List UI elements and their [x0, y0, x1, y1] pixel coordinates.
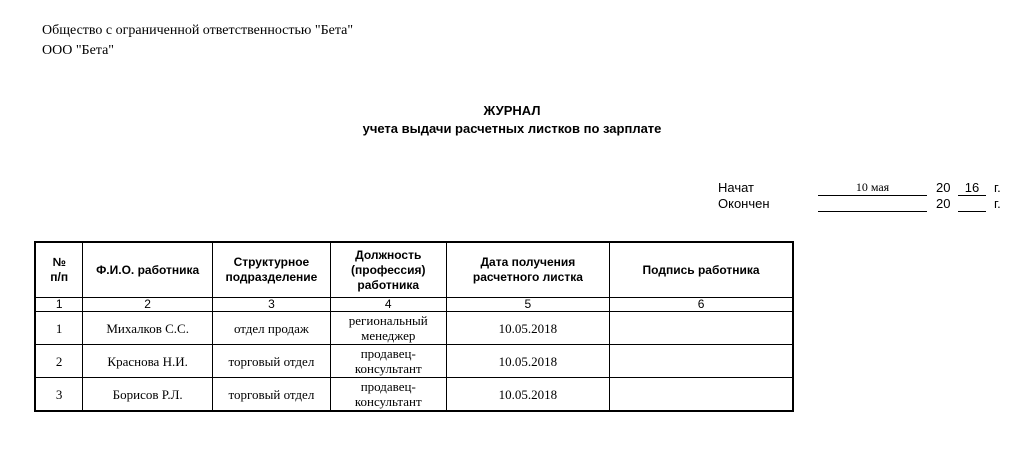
document-subtitle: учета выдачи расчетных листков по зарплате [362, 121, 662, 136]
ended-date-row [718, 196, 1018, 212]
position-line: консультант [354, 361, 422, 376]
column-number-row [35, 298, 793, 312]
header-line: Ф.И.О. работника [96, 262, 200, 277]
column-number: 4 [330, 298, 446, 312]
position-line: консультант [354, 394, 422, 409]
organization-full-name: Общество с ограниченной ответственностью "Бета" [42, 23, 354, 38]
header-line: Структурное [233, 255, 310, 269]
position [330, 345, 446, 378]
column-number: 1 [35, 298, 83, 312]
column-number: 6 [610, 298, 793, 312]
row-number: 2 [35, 345, 83, 378]
header-line: расчетного листка [472, 270, 583, 284]
header-number [35, 242, 83, 298]
receipt-date: 10.05.2018 [446, 345, 609, 378]
header-line: п/п [50, 270, 69, 284]
signature-cell [610, 345, 793, 378]
department: торговый отдел [212, 345, 330, 378]
document-title: ЖУРНАЛ [483, 103, 541, 118]
position-line: продавец- [360, 346, 416, 361]
header-line: Должность [355, 247, 422, 262]
receipt-date: 10.05.2018 [446, 378, 609, 412]
header-line: № [52, 255, 66, 269]
header-signature [610, 242, 793, 298]
row-number: 3 [35, 378, 83, 412]
table-header-row [35, 242, 793, 298]
ended-day-field [818, 196, 927, 212]
started-day-field: 10 мая [818, 180, 927, 196]
ended-year-suffix: г. [994, 196, 1001, 211]
header-line: (профессия) [351, 262, 426, 277]
header-position [330, 242, 446, 298]
signature-cell [610, 312, 793, 345]
started-year-field: 16 [958, 180, 986, 196]
position [330, 312, 446, 345]
column-number: 5 [446, 298, 609, 312]
row-number: 1 [35, 312, 83, 345]
employee-name: Борисов Р.Л. [83, 378, 213, 412]
header-line: работника [357, 277, 420, 292]
position-line: менеджер [361, 328, 416, 343]
header-employee-name [83, 242, 213, 298]
table-row [35, 345, 793, 378]
started-year-suffix: г. [994, 180, 1001, 195]
header-line: подразделение [225, 270, 318, 284]
signature-cell [610, 378, 793, 412]
receipt-date: 10.05.2018 [446, 312, 609, 345]
table-row [35, 378, 793, 412]
organization-short-name: ООО "Бета" [42, 43, 115, 58]
journal-table [34, 241, 794, 412]
ended-century: 20 [936, 196, 951, 211]
department: торговый отдел [212, 378, 330, 412]
started-date-row [718, 180, 1018, 196]
header-line: Дата получения [480, 255, 576, 269]
header-department [212, 242, 330, 298]
employee-name: Краснова Н.И. [83, 345, 213, 378]
header-line: Подпись работника [642, 262, 760, 277]
ended-year-field [958, 196, 986, 212]
header-receipt-date [446, 242, 609, 298]
employee-name: Михалков С.С. [83, 312, 213, 345]
ended-label: Окончен [718, 196, 770, 211]
started-century: 20 [936, 180, 951, 195]
column-number: 3 [212, 298, 330, 312]
table-row [35, 312, 793, 345]
position-line: продавец- [360, 379, 416, 394]
started-label: Начат [718, 180, 755, 195]
position [330, 378, 446, 412]
position-line: региональный [348, 313, 428, 328]
department: отдел продаж [212, 312, 330, 345]
column-number: 2 [83, 298, 213, 312]
